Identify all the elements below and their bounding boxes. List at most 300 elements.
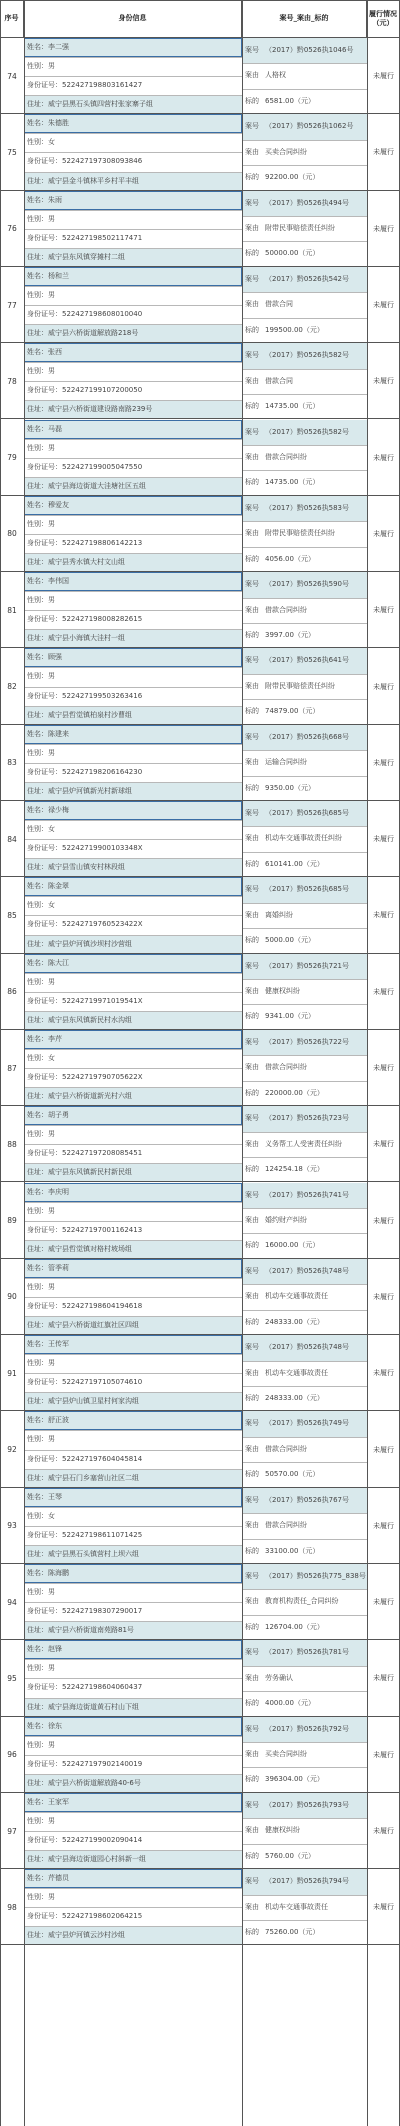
table-row	[0, 1411, 400, 1487]
gender-field	[24, 1202, 242, 1221]
case-cause-field-label: 案由	[245, 1368, 259, 1377]
id-number-field-value: 522427198608010040	[62, 310, 143, 319]
id-number-field	[24, 687, 242, 706]
case-amount-field-label: 标的	[245, 1165, 259, 1174]
case-number-field	[242, 1488, 367, 1513]
gender-field-label: 性别：	[27, 596, 48, 605]
case-amount-field-label: 标的	[245, 1699, 259, 1708]
address-field-value: 威宁县金斗镇林平乡村平丰组	[48, 176, 139, 185]
gender-field	[24, 591, 242, 610]
case-cause-field	[242, 445, 367, 470]
id-number-field	[24, 1450, 242, 1469]
address-field-label: 住址：	[27, 1549, 48, 1558]
row-subdivider	[24, 1144, 242, 1145]
case-amount-field-value: 4000.00（元）	[265, 1699, 315, 1708]
name-field-value: 朱德胜	[48, 119, 69, 128]
id-number-field-value: 52242719900103348X	[62, 844, 143, 853]
name-field-value: 李庆明	[48, 1187, 69, 1196]
case-amount-field	[242, 318, 367, 343]
case-cause-field-label: 案由	[245, 1292, 259, 1301]
id-number-field	[24, 1907, 242, 1926]
name-field-value: 禄少梅	[48, 806, 69, 814]
row-subdivider	[24, 744, 242, 745]
row-subdivider	[24, 1526, 242, 1527]
row-number: 74	[7, 71, 17, 81]
row-subdivider	[242, 1920, 367, 1921]
address-field-value: 威宁县六桥街道解放路218号	[48, 329, 139, 338]
status-text: 未履行	[373, 606, 394, 615]
case-number-field-value: （2017）黔0526执748号	[265, 1343, 349, 1352]
address-field-label: 住址：	[27, 329, 48, 338]
case-amount-field	[242, 1462, 367, 1487]
case-cause-field	[242, 216, 367, 241]
id-number-field	[24, 229, 242, 248]
row-subdivider	[24, 1297, 242, 1298]
status-text: 未履行	[373, 1521, 394, 1530]
gender-field-value: 女	[48, 901, 55, 910]
case-cause-field-label: 案由	[245, 224, 259, 233]
id-number-field-label: 身份证号：	[27, 462, 62, 471]
name-field	[24, 1183, 242, 1202]
case-number-field-label: 案号	[245, 1419, 259, 1428]
row-subdivider	[24, 172, 242, 173]
case-number-field	[242, 877, 367, 902]
address-field	[24, 858, 242, 877]
address-field-value: 威宁县炉河镇云沙村沙组	[48, 1931, 125, 1940]
id-number-field-value: 522427197001162413	[62, 1225, 143, 1234]
name-field-value: 胡子勇	[48, 1111, 69, 1120]
row-number: 87	[7, 1063, 17, 1073]
address-field	[24, 935, 242, 954]
address-field	[24, 782, 242, 801]
row-subdivider	[242, 445, 367, 446]
id-number-field-value: 52242719760523422X	[62, 920, 143, 929]
gender-field-label: 性别：	[27, 1053, 48, 1062]
address-field	[24, 553, 242, 572]
gender-field-label: 性别：	[27, 1588, 48, 1597]
row-subdivider	[242, 1767, 367, 1768]
row-subdivider	[242, 1895, 367, 1896]
row-subdivider	[24, 896, 242, 897]
name-field-value: 朱雨	[48, 195, 62, 204]
table-row	[0, 1259, 400, 1335]
row-subdivider	[24, 553, 242, 554]
case-number-field-label: 案号	[245, 1037, 259, 1046]
id-number-field-value: 52242719790705622X	[62, 1073, 143, 1082]
case-cause-field-value: 机动车交通事故责任纠纷	[265, 834, 342, 843]
case-amount-field-label: 标的	[245, 1928, 259, 1937]
row-subdivider	[24, 1850, 242, 1851]
row-subdivider	[242, 1437, 367, 1438]
case-number-field-label: 案号	[245, 351, 259, 360]
gender-field-value: 男	[48, 1588, 55, 1597]
address-field-label: 住址：	[27, 1778, 48, 1787]
gender-field-label: 性别：	[27, 1130, 48, 1139]
id-number-field-label: 身份证号：	[27, 233, 62, 242]
address-field	[24, 248, 242, 267]
row-subdivider	[24, 305, 242, 306]
row-subdivider	[24, 763, 242, 764]
gender-field	[24, 286, 242, 305]
row-subdivider	[24, 1774, 242, 1775]
name-field	[24, 420, 242, 439]
case-amount-field	[242, 928, 367, 953]
case-number-field-value: （2017）黔0526执792号	[265, 1724, 349, 1733]
gender-field-value: 男	[48, 443, 55, 452]
name-field	[24, 114, 242, 133]
case-number-field-value: （2017）黔0526执583号	[265, 503, 349, 512]
case-number-field-label: 案号	[245, 1877, 259, 1886]
row-number: 90	[7, 1292, 17, 1302]
address-field-label: 住址：	[27, 710, 48, 719]
id-number-field-value: 522427198611071425	[62, 1530, 143, 1539]
case-amount-field	[242, 165, 367, 190]
case-number-field-label: 案号	[245, 885, 259, 894]
case-cause-field	[242, 1055, 367, 1080]
case-cause-field-label: 案由	[245, 605, 259, 614]
status-text: 未履行	[373, 1292, 394, 1301]
case-cause-field	[242, 292, 367, 317]
gender-field	[24, 1049, 242, 1068]
case-cause-field-value: 健康权纠纷	[265, 1826, 300, 1835]
row-subdivider	[24, 1049, 242, 1050]
address-field-label: 住址：	[27, 558, 48, 567]
name-field	[24, 1869, 242, 1888]
case-cause-field	[242, 750, 367, 775]
row-subdivider	[24, 210, 242, 211]
case-amount-field	[242, 241, 367, 266]
name-field-label: 姓名：	[27, 348, 48, 357]
name-field-label: 姓名：	[27, 958, 48, 967]
case-amount-field-value: 248333.00（元）	[265, 1317, 324, 1326]
name-field	[24, 191, 242, 210]
case-cause-field-value: 机动车交通事故责任	[265, 1902, 328, 1911]
row-subdivider	[24, 1678, 242, 1679]
row-subdivider	[24, 381, 242, 382]
row-subdivider	[24, 1450, 242, 1451]
name-field-value: 马磊	[48, 424, 62, 433]
row-subdivider	[24, 1831, 242, 1832]
gender-field-value: 男	[48, 1435, 55, 1444]
address-field-label: 住址：	[27, 1015, 48, 1024]
case-amount-field-label: 标的	[245, 1775, 259, 1784]
name-field-label: 姓名：	[27, 1263, 48, 1272]
case-amount-field	[242, 1310, 367, 1335]
case-cause-field-label: 案由	[245, 376, 259, 385]
id-number-field-label: 身份证号：	[27, 1378, 62, 1387]
case-cause-field-value: 机动车交通事故责任	[265, 1292, 328, 1301]
case-number-field-value: （2017）黔0526执767号	[265, 1495, 349, 1504]
table-row	[0, 420, 400, 496]
name-field	[24, 1717, 242, 1736]
status-text: 未履行	[373, 1827, 394, 1836]
case-amount-field-label: 标的	[245, 1546, 259, 1555]
case-amount-field-value: 74879.00（元）	[265, 707, 320, 716]
row-subdivider	[242, 674, 367, 675]
case-number-field	[242, 267, 367, 292]
id-number-field	[24, 534, 242, 553]
id-number-field-label: 身份证号：	[27, 81, 62, 90]
case-amount-field-label: 标的	[245, 1622, 259, 1631]
case-number-field-label: 案号	[245, 1724, 259, 1733]
gender-field-label: 性别：	[27, 1206, 48, 1215]
id-number-field-value: 522427197902140019	[62, 1759, 143, 1768]
id-number-field	[24, 1068, 242, 1087]
case-number-field-label: 案号	[245, 1343, 259, 1352]
case-amount-field	[242, 1081, 367, 1106]
row-divider	[0, 1944, 400, 1945]
address-field-label: 住址：	[27, 1626, 48, 1635]
case-amount-field-value: 3997.00（元）	[265, 630, 315, 639]
id-number-field	[24, 305, 242, 324]
case-number-field-value: （2017）黔0526执582号	[265, 427, 349, 436]
row-subdivider	[242, 1513, 367, 1514]
row-subdivider	[242, 394, 367, 395]
address-field-value: 威宁县东风镇新民村水沟组	[48, 1015, 132, 1024]
case-cause-field	[242, 1666, 367, 1691]
id-number-field	[24, 763, 242, 782]
case-cause-field-label: 案由	[245, 987, 259, 996]
row-subdivider	[24, 1278, 242, 1279]
table-row	[0, 572, 400, 648]
name-field	[24, 496, 242, 515]
name-field-value: 舒正波	[48, 1416, 69, 1425]
case-cause-field	[242, 903, 367, 928]
case-amount-field-value: 5000.00（元）	[265, 936, 315, 945]
case-amount-field-label: 标的	[245, 783, 259, 792]
gender-field	[24, 133, 242, 152]
case-number-field-value: （2017）黔0526执741号	[265, 1190, 349, 1199]
row-subdivider	[242, 1818, 367, 1819]
case-cause-field-value: 健康权纠纷	[265, 987, 300, 996]
case-number-field	[242, 1106, 367, 1131]
case-number-field	[242, 1717, 367, 1742]
address-field	[24, 1087, 242, 1106]
name-field	[24, 877, 242, 896]
name-field-label: 姓名：	[27, 1492, 48, 1501]
row-number: 75	[7, 147, 17, 157]
gender-field	[24, 1812, 242, 1831]
row-subdivider	[24, 1373, 242, 1374]
case-amount-field-label: 标的	[245, 249, 259, 258]
name-field-value: 张西	[48, 348, 62, 357]
case-cause-field-value: 义务帮工人受害责任纠纷	[265, 1139, 342, 1148]
case-cause-field-label: 案由	[245, 1750, 259, 1759]
name-field-value: 李二强	[48, 43, 69, 51]
row-subdivider	[24, 324, 242, 325]
id-number-field-value: 522427199107200050	[62, 386, 143, 395]
row-subdivider	[24, 229, 242, 230]
status-text: 未履行	[373, 987, 394, 996]
case-cause-field	[242, 1742, 367, 1767]
address-field-label: 住址：	[27, 1855, 48, 1864]
address-field	[24, 1850, 242, 1869]
address-field-value: 威宁县哲觉镇柏泉村沙曹组	[48, 710, 132, 719]
id-number-field-value: 522427198604060437	[62, 1683, 143, 1692]
name-field-label: 姓名：	[27, 1874, 48, 1883]
row-number: 89	[7, 1216, 17, 1226]
gender-field	[24, 439, 242, 458]
case-amount-field	[242, 1004, 367, 1029]
row-subdivider	[242, 699, 367, 700]
case-number-field	[242, 191, 367, 216]
header-status: 履行情况（元）	[367, 0, 400, 38]
case-amount-field-value: 5760.00（元）	[265, 1851, 315, 1860]
name-field-value: 陈建来	[48, 729, 69, 738]
case-amount-field-label: 标的	[245, 1470, 259, 1479]
case-amount-field-label: 标的	[245, 478, 259, 487]
case-number-field-value: （2017）黔0526执781号	[265, 1648, 349, 1657]
case-cause-field-label: 案由	[245, 1597, 259, 1606]
case-amount-field-value: 126704.00（元）	[265, 1622, 324, 1631]
case-cause-field-value: 机动车交通事故责任	[265, 1368, 328, 1377]
id-number-field	[24, 1144, 242, 1163]
gender-field-label: 性别：	[27, 519, 48, 528]
name-field-value: 陈海鹏	[48, 1569, 69, 1577]
case-amount-field	[242, 1920, 367, 1945]
case-amount-field	[242, 1386, 367, 1411]
address-field	[24, 629, 242, 648]
table-row	[0, 1488, 400, 1564]
case-number-field-label: 案号	[245, 427, 259, 436]
case-cause-field	[242, 1437, 367, 1462]
gender-field	[24, 1888, 242, 1907]
case-number-field-value: （2017）黔0526执494号	[265, 198, 349, 207]
row-number: 91	[7, 1368, 17, 1378]
status-text: 未履行	[373, 682, 394, 691]
row-number: 88	[7, 1139, 17, 1149]
address-field	[24, 1011, 242, 1030]
row-number: 94	[7, 1597, 17, 1607]
status-text: 未履行	[373, 377, 394, 386]
address-field-label: 住址：	[27, 1473, 48, 1482]
row-subdivider	[24, 1659, 242, 1660]
status-text: 未履行	[373, 72, 394, 81]
address-field-label: 住址：	[27, 1931, 48, 1940]
case-amount-field-label: 标的	[245, 630, 259, 639]
id-number-field-value: 522427199002090414	[62, 1836, 143, 1845]
gender-field-value: 男	[48, 977, 55, 986]
case-number-field	[242, 572, 367, 597]
case-amount-field	[242, 1539, 367, 1564]
row-subdivider	[242, 852, 367, 853]
table-row	[0, 114, 400, 190]
case-amount-field-label: 标的	[245, 1241, 259, 1250]
row-subdivider	[24, 1354, 242, 1355]
gender-field-label: 性别：	[27, 1282, 48, 1291]
row-subdivider	[24, 1926, 242, 1927]
address-field-label: 住址：	[27, 1702, 48, 1711]
name-field	[24, 1640, 242, 1659]
case-amount-field	[242, 1615, 367, 1640]
row-subdivider	[242, 165, 367, 166]
id-number-field-value: 522427197105074610	[62, 1378, 143, 1387]
name-field-label: 姓名：	[27, 1187, 48, 1196]
gender-field	[24, 1125, 242, 1144]
name-field-value: 穆爱友	[48, 500, 69, 509]
name-field	[24, 1259, 242, 1278]
header-case: 案号_案由_标的	[242, 0, 367, 38]
row-number: 93	[7, 1521, 17, 1531]
gender-field-label: 性别：	[27, 290, 48, 299]
address-field	[24, 1240, 242, 1259]
address-field-label: 住址：	[27, 786, 48, 795]
case-cause-field	[242, 826, 367, 851]
name-field	[24, 1106, 242, 1125]
status-text: 未履行	[373, 529, 394, 538]
case-amount-field-value: 199500.00（元）	[265, 325, 324, 334]
table-row	[0, 191, 400, 267]
column-divider	[242, 0, 243, 2126]
case-number-field	[242, 496, 367, 521]
case-cause-field-label: 案由	[245, 452, 259, 461]
name-field-value: 杨和兰	[48, 271, 69, 280]
case-number-field-label: 案号	[245, 656, 259, 665]
row-subdivider	[24, 57, 242, 58]
row-number: 81	[7, 605, 17, 615]
name-field	[24, 801, 242, 820]
address-field	[24, 1316, 242, 1335]
row-subdivider	[24, 1011, 242, 1012]
name-field-value: 李伟国	[48, 577, 69, 586]
name-field-value: 芹德员	[48, 1874, 69, 1883]
gender-field-label: 性别：	[27, 1664, 48, 1673]
case-number-field	[242, 1411, 367, 1436]
status-text: 未履行	[373, 301, 394, 310]
row-number: 79	[7, 453, 17, 463]
row-subdivider	[24, 1087, 242, 1088]
gender-field	[24, 1430, 242, 1449]
id-number-field	[24, 1526, 242, 1545]
case-amount-field-label: 标的	[245, 1317, 259, 1326]
header-no: 序号	[0, 0, 24, 38]
gender-field-value: 男	[48, 1664, 55, 1673]
id-number-field	[24, 610, 242, 629]
case-amount-field-value: 75260.00（元）	[265, 1928, 320, 1937]
gender-field-value: 男	[48, 1282, 55, 1291]
case-amount-field-value: 9350.00（元）	[265, 783, 315, 792]
address-field-value: 威宁县六桥街道解放路40-6号	[48, 1778, 141, 1787]
gender-field-value: 男	[48, 672, 55, 681]
case-number-field	[242, 38, 367, 63]
address-field-label: 住址：	[27, 1244, 48, 1253]
case-cause-field-value: 人格权	[265, 71, 286, 80]
case-amount-field-value: 92200.00（元）	[265, 173, 320, 182]
row-subdivider	[24, 782, 242, 783]
address-field-label: 住址：	[27, 176, 48, 185]
id-number-field	[24, 1831, 242, 1850]
table-row	[0, 1869, 400, 1945]
name-field	[24, 343, 242, 362]
name-field	[24, 1411, 242, 1430]
row-subdivider	[24, 1736, 242, 1737]
row-subdivider	[24, 1621, 242, 1622]
gender-field-value: 女	[48, 825, 55, 834]
name-field-value: 管季莉	[48, 1263, 69, 1272]
case-cause-field-label: 案由	[245, 1215, 259, 1224]
case-number-field-label: 案号	[245, 46, 259, 54]
row-subdivider	[242, 89, 367, 90]
row-subdivider	[242, 1844, 367, 1845]
address-field-value: 威宁县黑石头镇营村上坝六组	[48, 1549, 139, 1558]
case-amount-field	[242, 89, 367, 114]
case-cause-field-value: 借款合同纠纷	[265, 1063, 307, 1072]
address-field-value: 威宁县海边街道黄石村山下组	[48, 1702, 139, 1711]
address-field-value: 威宁县六桥街道南苑路81号	[48, 1626, 134, 1635]
case-number-field-label: 案号	[245, 809, 259, 817]
row-subdivider	[242, 292, 367, 293]
row-subdivider	[24, 687, 242, 688]
